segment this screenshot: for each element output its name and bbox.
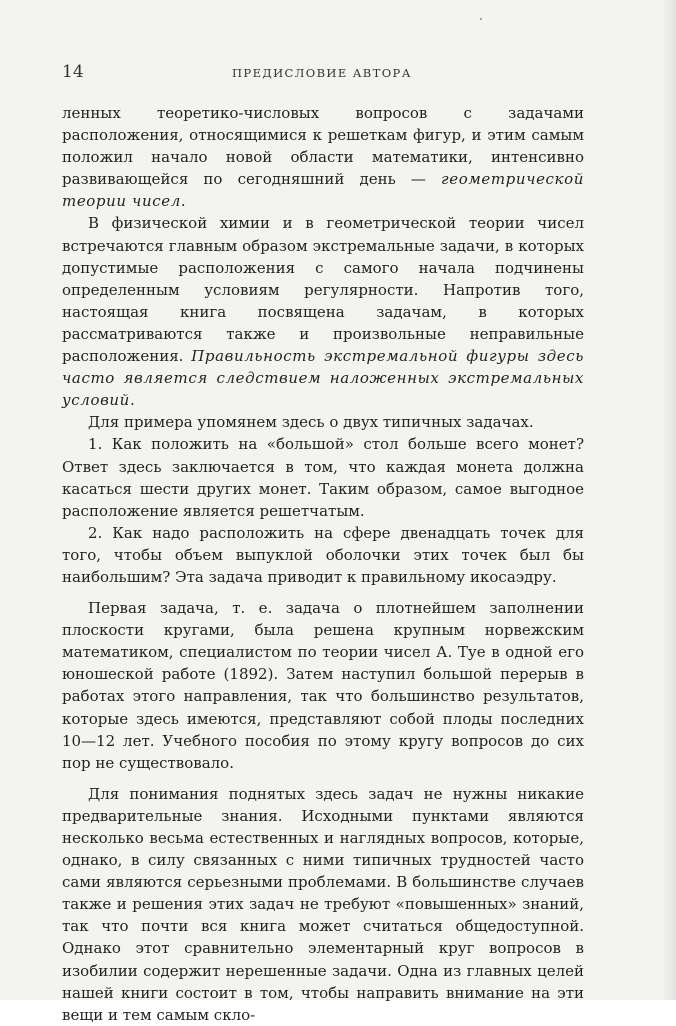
print-speck <box>480 18 482 20</box>
page-edge-shadow <box>662 0 676 1000</box>
paragraph-3: Для примера упомянем здесь о двух типичных задачах. <box>88 413 534 432</box>
page-header <box>62 62 582 86</box>
paragraph-6: Первая задача, т. е. задача о плотнейшем заполнении плоскости кругами, была решена крупным норвежским математиком, специалистом по теории чисел А. Туе в одной его юношеской работе (1892). Затем наступил большой перерыв в работах этого направления, так что большинство результатов, которые здесь имеются, представляют собой плоды последних 10—12 лет. Учебного пособия по этому кругу вопросов до сих пор не существовало. <box>62 599 584 772</box>
paragraph-2-end: . <box>129 391 135 410</box>
body-text <box>62 102 584 1026</box>
paragraph-2-text: В физической химии и в геометрической теории чисел встречаются главным образом экстремальные задачи, в которых допустимые расположения с самого начала подчинены определенным условиям регулярности. Напротив того, настоящая книга посвящена задачам, в которых рассматриваются также и произвольные неправильные расположения. <box>62 214 584 366</box>
paragraph-1-end: . <box>180 192 186 211</box>
paragraph-1-emphasis: геометрической теории чисел <box>62 170 584 211</box>
paragraph-4: 1. Как положить на «большой» стол больше всего монет? Ответ здесь заключается в том, что каждая монета должна касаться шести других монет. Таким образом, самое выгодное расположение является решетчатым. <box>62 435 584 520</box>
running-head: ПРЕДИСЛОВИЕ АВТОРА <box>232 66 412 80</box>
paragraph-2 <box>62 212 584 411</box>
page-number: 14 <box>62 62 84 82</box>
paragraph-2-emphasis: Правильность экстремальной фигуры здесь часто является следствием наложенных экстремальных условий <box>62 347 584 410</box>
paragraph-1-text: ленных теоретико-числовых вопросов с задачами расположения, относящимися к решеткам фигур, и этим самым положил начало новой области математики, интенсивно развивающейся по сегодняшний день — <box>62 104 584 189</box>
paragraph-7: Для понимания поднятых здесь задач не нужны никакие предварительные знания. Исходными пунктами являются несколько весьма естественных и наглядных вопросов, которые, однако, в силу связанных с ними типичных трудностей часто сами являются серьезными проблемами. В большинстве случаев также и решения этих задач не требуют «повышенных» знаний, так что почти вся книга может считаться общедоступной. Однако этот сравнительно элементарный круг вопросов в изобилии содержит нерешенные задачи. Одна из главных целей нашей книги состоит в том, чтобы направить внимание на эти вещи и тем самым скло- <box>62 784 584 1024</box>
paragraph-5: 2. Как надо расположить на сфере двенадцать точек для того, чтобы объем выпуклой оболочки этих точек был бы наибольшим? Эта задача приводит к правильному икосаэдру. <box>62 523 584 586</box>
paragraph-1 <box>62 102 584 212</box>
